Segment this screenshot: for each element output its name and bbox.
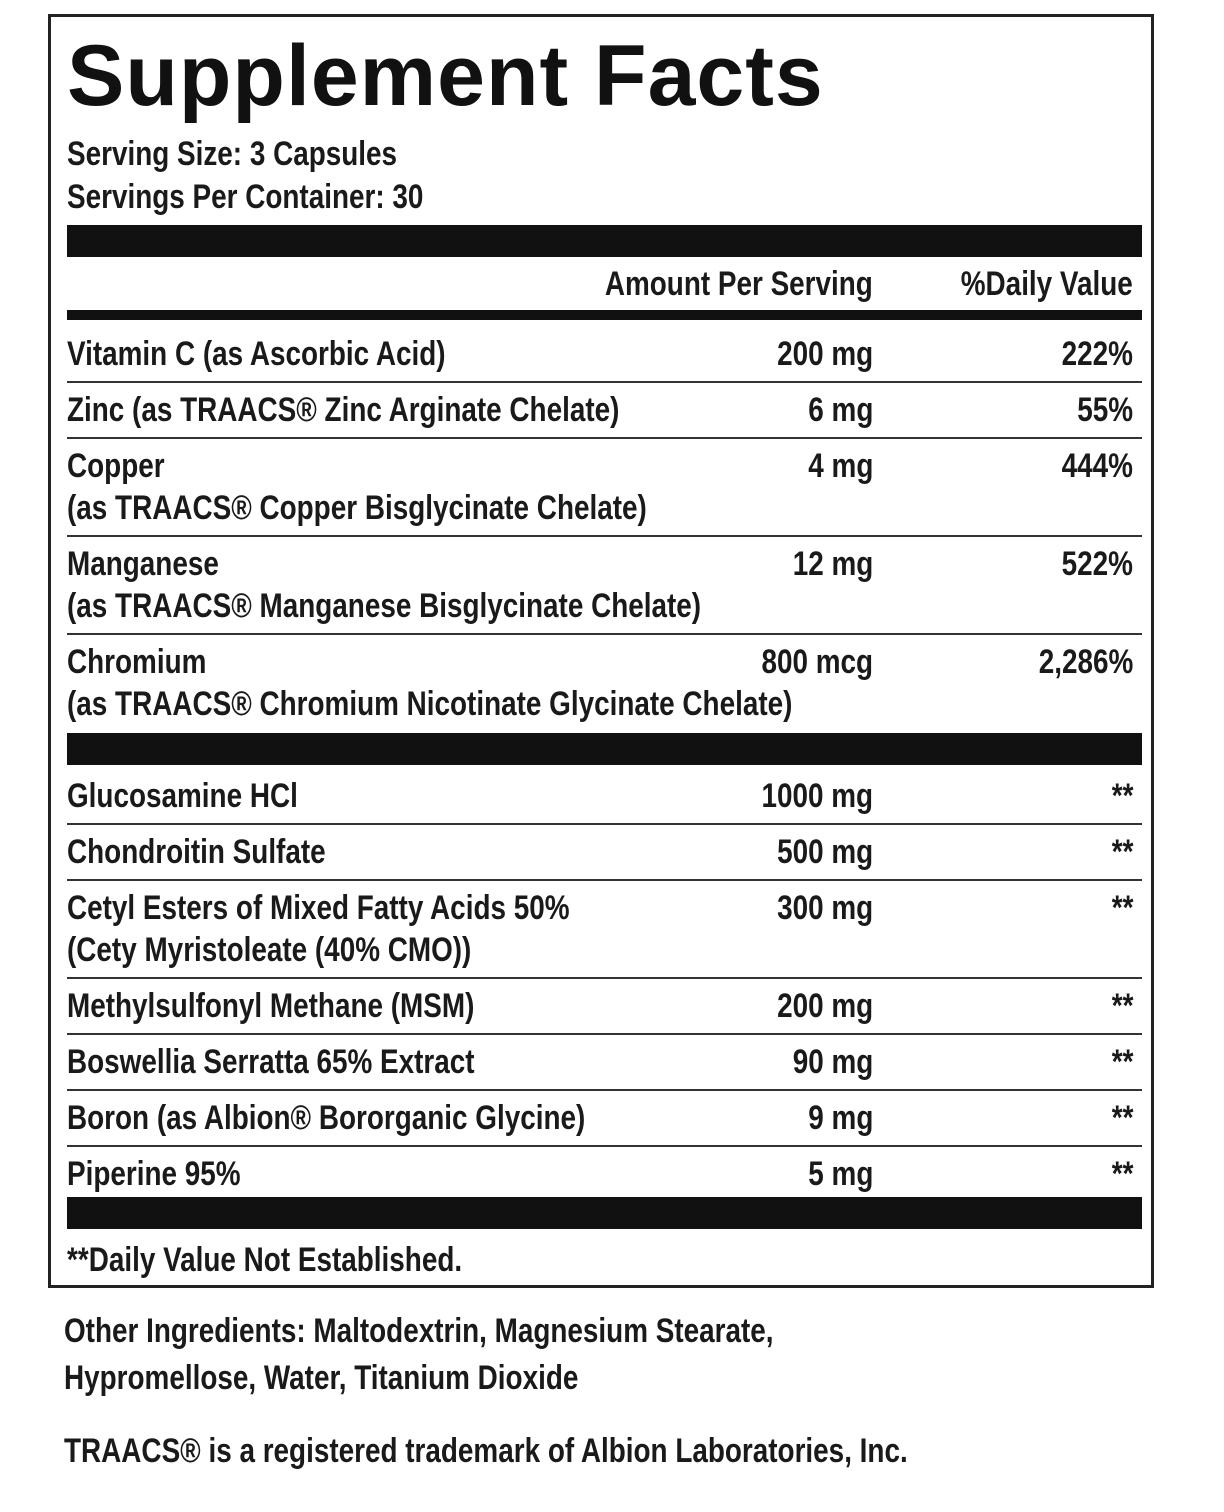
ingredient-amount: 6 mg [807,391,873,429]
row-divider [67,1089,1142,1091]
ingredient-daily-value: ** [1111,1099,1133,1137]
ingredient-amount: 800 mcg [761,643,873,681]
ingredient-daily-value: ** [1111,1043,1133,1081]
ingredient-name: Chondroitin Sulfate [67,833,326,871]
ingredient-name: Boswellia Serratta 65% Extract [67,1043,475,1081]
medium-divider [67,310,1142,320]
ingredient-amount: 90 mg [792,1043,873,1081]
ingredient-name: Boron (as Albion® Bororganic Glycine) [67,1099,586,1137]
ingredient-source: (Cety Myristoleate (40% CMO)) [67,931,472,969]
thick-divider [67,225,1142,257]
ingredient-daily-value: 222% [1061,335,1133,373]
ingredient-daily-value: ** [1111,833,1133,871]
ingredient-amount: 200 mg [776,987,873,1025]
row-divider [67,535,1142,537]
ingredient-amount: 9 mg [807,1099,873,1137]
panel-title: Supplement Facts [67,28,824,124]
row-divider [67,1145,1142,1147]
ingredient-name: Glucosamine HCl [67,777,298,815]
other-ingredients-line-2: Hypromellose, Water, Titanium Dioxide [64,1359,579,1397]
ingredient-name: Methylsulfonyl Methane (MSM) [67,987,475,1025]
ingredient-amount: 200 mg [776,335,873,373]
row-divider [67,823,1142,825]
ingredient-source: (as TRAACS® Copper Bisglycinate Chelate) [67,489,647,527]
footnote: **Daily Value Not Established. [67,1241,463,1279]
row-divider [67,1033,1142,1035]
ingredient-daily-value: 2,286% [1038,643,1133,681]
ingredient-name: Manganese [67,545,219,583]
ingredient-amount: 300 mg [776,889,873,927]
thick-divider-bottom [67,1197,1142,1229]
servings-per-container: Servings Per Container: 30 [67,178,424,216]
ingredient-amount: 4 mg [807,447,873,485]
ingredient-daily-value: ** [1111,987,1133,1025]
row-divider [67,381,1142,383]
row-divider [67,977,1142,979]
daily-value-header: %Daily Value [960,265,1133,303]
serving-size: Serving Size: 3 Capsules [67,135,398,173]
ingredient-name: Vitamin C (as Ascorbic Acid) [67,335,446,373]
ingredient-daily-value: ** [1111,777,1133,815]
row-divider [67,879,1142,881]
amount-per-serving-header: Amount Per Serving [604,265,873,303]
other-ingredients-line-1: Other Ingredients: Maltodextrin, Magnesium Stearate, [64,1312,774,1350]
ingredient-name: Copper [67,447,165,485]
ingredient-name: Zinc (as TRAACS® Zinc Arginate Chelate) [67,391,620,429]
ingredient-daily-value: 55% [1077,391,1133,429]
ingredient-source: (as TRAACS® Manganese Bisglycinate Chelate) [67,587,702,625]
ingredient-amount: 5 mg [807,1155,873,1193]
ingredient-amount: 1000 mg [761,777,873,815]
row-divider [67,633,1142,635]
ingredient-name: Cetyl Esters of Mixed Fatty Acids 50% [67,889,570,927]
thick-divider-middle [67,733,1142,765]
ingredient-name: Piperine 95% [67,1155,241,1193]
ingredient-amount: 12 mg [792,545,873,583]
ingredient-daily-value: 522% [1061,545,1133,583]
ingredient-daily-value: ** [1111,889,1133,927]
ingredient-daily-value: ** [1111,1155,1133,1193]
ingredient-daily-value: 444% [1061,447,1133,485]
supplement-facts-panel [48,14,1154,1288]
ingredient-amount: 500 mg [776,833,873,871]
trademark-notice: TRAACS® is a registered trademark of Albion Laboratories, Inc. [64,1432,908,1470]
ingredient-name: Chromium [67,643,207,681]
row-divider [67,437,1142,439]
ingredient-source: (as TRAACS® Chromium Nicotinate Glycinate Chelate) [67,685,793,723]
